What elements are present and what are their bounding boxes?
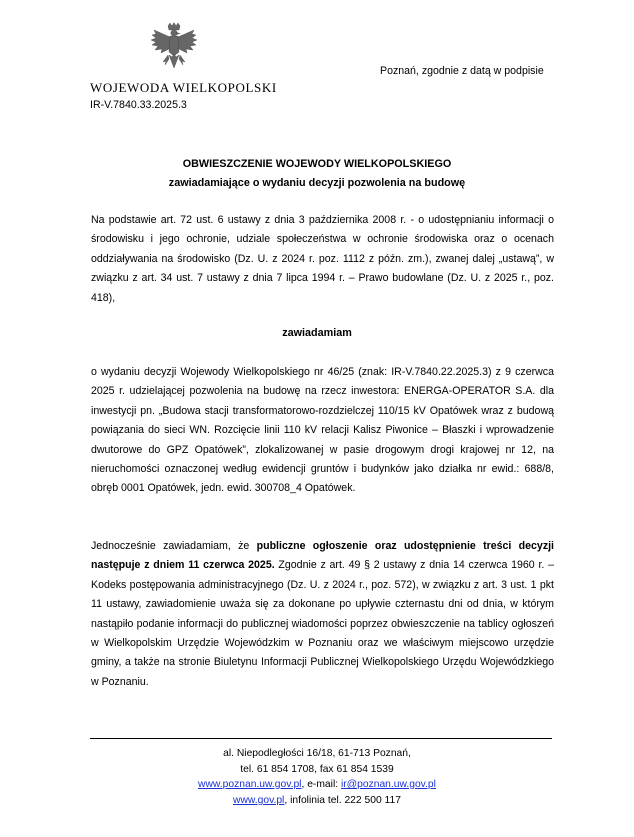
decision-paragraph: [91, 363, 554, 499]
website-link[interactable]: www.poznan.uw.gov.pl: [198, 779, 302, 790]
publication-text: [91, 537, 554, 692]
legal-basis-paragraph: [91, 211, 554, 308]
authority-name: WOJEWODA WIELKOPOLSKI: [90, 80, 277, 95]
document-subtitle: zawiadamiające o wydaniu decyzji pozwolenia na budowę: [168, 177, 466, 189]
decision-text: o wydaniu decyzji Wojewody Wielkopolskiego nr 46/25 (znak: IR-V.7840.22.2025.3) z 9 czerwca 2025 r. udzielającej pozwolenia na budowę na rzecz inwestora: ENERGA-OPERATOR S.A. dla inwestycji pn. „Budowa stacji transformatorowo-rozdzielczej 110/15 kV Opatówek wraz z budową powiązania do sieci WN. Rozcięcie linii 110 kV relacji Kalisz Piwonice – Błaszki i wprowadzenie dwutorowe do GPZ Opatówek”, zlokalizowanej w pasie drogowym drogi krajowej nr 12, na nieruchomości oznaczonej według ewidencji gruntów i budynków jako działka nr ewid.: 688/8, obręb 0001 Opatówek, jedn. ewid. 300708_4 Opatówek.: [91, 366, 554, 495]
hotline-text: , infolinia tel. 222 500 117: [284, 795, 401, 806]
footer-address: al. Niepodległości 16/18, 61-713 Poznań,: [223, 748, 411, 759]
reference-number: IR-V.7840.33.2025.3: [90, 99, 187, 111]
email-link[interactable]: ir@poznan.uw.gov.pl: [340, 779, 436, 790]
document-title: OBWIESZCZENIE WOJEWODY WIELKOPOLSKIEGO: [182, 158, 452, 170]
place-date: Poznań, zgodnie z datą w podpisie: [380, 65, 544, 77]
intro-text: Na podstawie art. 72 ust. 6 ustawy z dnia 3 października 2008 r. - o udostępnianiu informacji o środowisku i jego ochronie, udziale społeczeństwa w ochronie środowiska oraz o ocenach oddziaływania na środowisko (Dz. U. z 2024 r. poz. 1112 z późn. zm.), zwanej dalej „ustawą”, w związku z art. 34 ust. 7 ustawy z dnia 7 lipca 1994 r. – Prawo budowlane (Dz. U. z 2025 r., poz. 418),: [91, 214, 554, 304]
publication-lead: Jednocześnie zawiadamiam, że: [91, 540, 257, 552]
publication-rest: Zgodnie z art. 49 § 2 ustawy z dnia 14 czerwca 1960 r. – Kodeks postępowania administracyjnego (Dz. U. z 2024 r., poz. 572), w związku z art. 3 ust. 1 pkt 11 ustawy, zawiadomienie uważa się za dokonane po upływie czternastu dni od dnia, w którym nastąpiło podanie informacji do publicznej wiadomości poprzez obwieszczenie na tablicy ogłoszeń w Wielkopolskim Urzędzie Wojewódzkim w Poznaniu oraz we właściwym miejscowo urzędzie gminy, a także na stronie Biuletynu Informacji Publicznej Wielkopolskiego Urzędu Wojewódzkiego w Poznaniu.: [91, 559, 554, 688]
email-label: , e-mail:: [301, 779, 341, 790]
polish-eagle-icon: [150, 22, 198, 74]
announce-heading: zawiadamiam: [282, 327, 352, 339]
footer-divider: [90, 738, 552, 739]
publication-date-bold: publiczne ogłoszenie oraz udostępnienie treści decyzji następuje z dniem 11 czerwca 2025.: [91, 540, 555, 572]
footer-contact: [0, 777, 634, 792]
footer-phone: tel. 61 854 1708, fax 61 854 1539: [240, 764, 394, 775]
gov-site-link[interactable]: www.gov.pl: [233, 795, 285, 806]
footer-gov: [0, 793, 634, 808]
publication-paragraph: [91, 537, 554, 692]
